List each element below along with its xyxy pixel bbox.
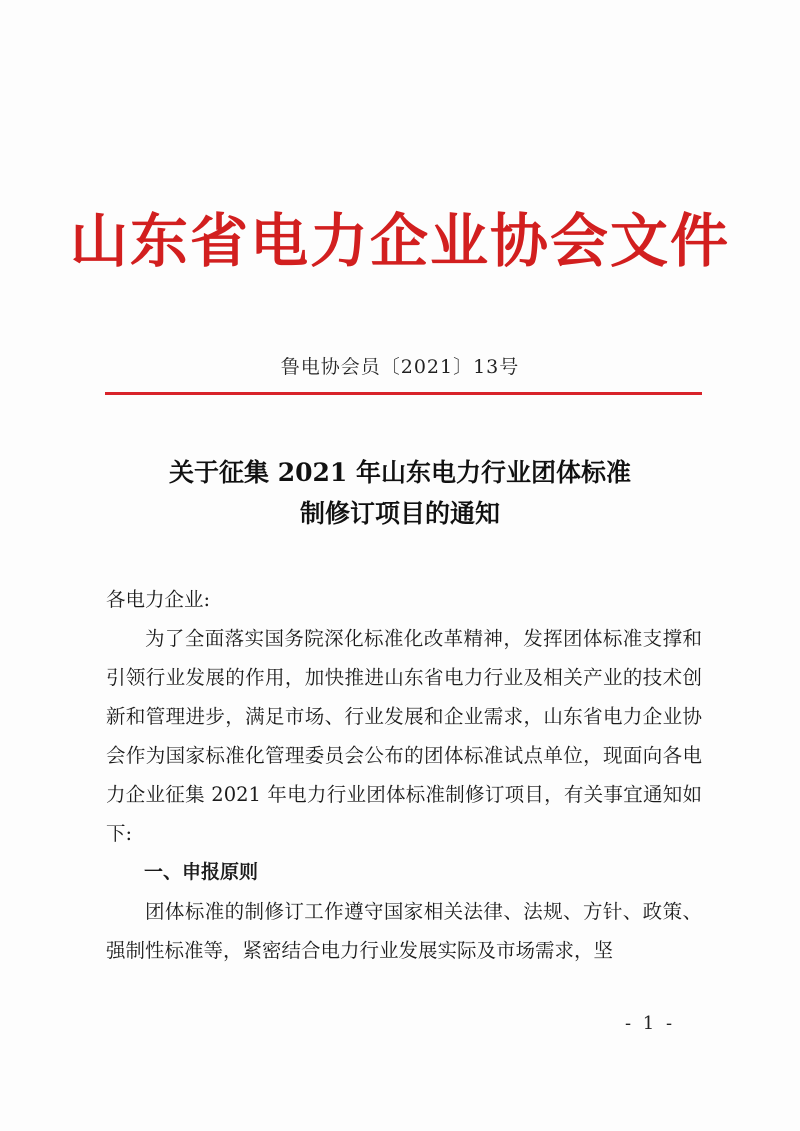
notice-title: [0, 452, 800, 534]
document-body: [106, 580, 702, 970]
body-paragraph-2: 团体标准的制修订工作遵守国家相关法律、法规、方针、政策、强制性标准等，紧密结合电力行业发展实际及市场需求，坚: [106, 900, 702, 962]
page-number: - 1 -: [625, 1013, 676, 1034]
masthead-title: 山东省电力企业协会文件: [69, 207, 730, 275]
notice-title-line-2: 制修订项目的通知: [299, 499, 500, 528]
red-rule-divider: [105, 392, 702, 395]
section-heading-1: 一、申报原则: [144, 861, 259, 883]
salutation: 各电力企业:: [106, 588, 211, 611]
document-number: 鲁电协会员〔2021〕13号: [280, 356, 520, 378]
notice-title-line-1: 关于征集 2021 年山东电力行业团体标准: [169, 458, 631, 487]
body-paragraph-1: 为了全面落实国务院深化标准化改革精神，发挥团体标准支撑和引领行业发展的作用，加快推进山东省电力行业及相关产业的技术创新和管理进步，满足市场、行业发展和企业需求，山东省电力企业协会作为国家标准化管理委员会公布的团体标准试点单位，现面向各电力企业征集 2021 年电力行业团体标准制修订项目，有关事宜通知如下:: [106, 627, 702, 845]
